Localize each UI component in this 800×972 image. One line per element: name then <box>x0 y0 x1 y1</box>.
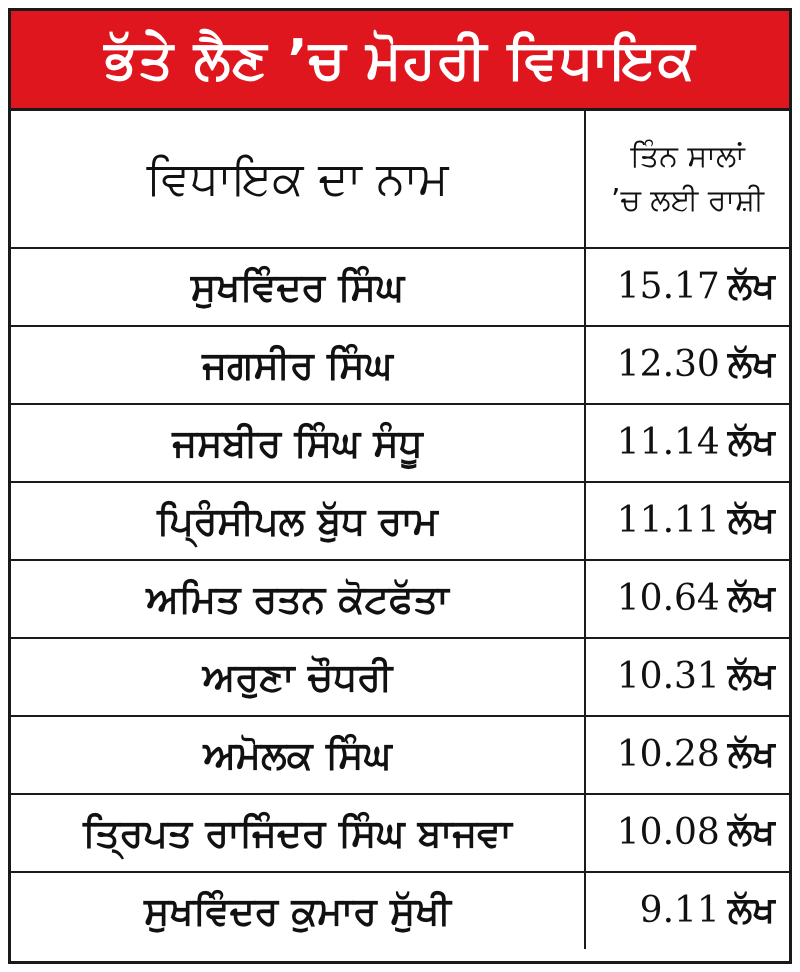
column-header-amount <box>585 111 789 248</box>
amount-value: 10.64 <box>616 578 720 619</box>
legislator-name: ਅਮਿਤ ਰਤਨ ਕੋਟਫੱਤਾ <box>11 560 585 638</box>
legislator-name: ਸੁਖਵਿੰਦਰ ਸਿੰਘ <box>11 248 585 326</box>
amount-unit: ਲੱਖ <box>727 578 775 619</box>
table-row <box>11 638 789 716</box>
allowance-amount <box>585 326 789 404</box>
amount-value: 9.11 <box>639 890 720 931</box>
amount-unit: ਲੱਖ <box>727 656 775 697</box>
amount-value: 11.11 <box>616 500 720 541</box>
amount-value: 12.30 <box>616 344 720 385</box>
legislator-name: ਸੁਖਵਿੰਦਰ ਕੁਮਾਰ ਸੁੱਖੀ <box>11 872 585 949</box>
table-row <box>11 482 789 560</box>
table-row <box>11 872 789 949</box>
table-row <box>11 404 789 482</box>
allowance-amount <box>585 638 789 716</box>
amount-value: 11.14 <box>616 422 720 463</box>
amount-unit: ਲੱਖ <box>727 890 775 931</box>
allowance-amount <box>585 404 789 482</box>
amount-unit: ਲੱਖ <box>727 344 775 385</box>
legislator-name: ਪ੍ਰਿੰਸੀਪਲ ਬੁੱਧ ਰਾਮ <box>11 482 585 560</box>
amount-unit: ਲੱਖ <box>727 734 775 775</box>
allowance-amount <box>585 560 789 638</box>
page-title: ਭੱਤੇ ਲੈਣ ’ਚ ਮੋਹਰੀ ਵਿਧਾਇਕ <box>11 11 789 111</box>
table-row <box>11 716 789 794</box>
allowance-table <box>11 111 789 949</box>
column-header-amount-line1: ਤਿੰਨ ਸਾਲਾਂ <box>630 139 745 174</box>
table-row <box>11 248 789 326</box>
column-header-amount-line2: ’ਚ ਲਈ ਰਾਸ਼ੀ <box>610 183 765 218</box>
amount-value: 10.28 <box>616 734 720 775</box>
amount-value: 10.08 <box>616 812 720 853</box>
table-frame <box>8 8 792 964</box>
column-header-name: ਵਿਧਾਇਕ ਦਾ ਨਾਮ <box>11 111 585 248</box>
allowance-amount <box>585 716 789 794</box>
allowance-amount <box>585 794 789 872</box>
table-row <box>11 326 789 404</box>
table-header-row <box>11 111 789 248</box>
legislator-name: ਜਸਬੀਰ ਸਿੰਘ ਸੰਧੂ <box>11 404 585 482</box>
legislator-name: ਜਗਸੀਰ ਸਿੰਘ <box>11 326 585 404</box>
amount-unit: ਲੱਖ <box>727 266 775 307</box>
allowance-amount <box>585 248 789 326</box>
allowance-amount <box>585 872 789 949</box>
amount-unit: ਲੱਖ <box>727 500 775 541</box>
table-row <box>11 794 789 872</box>
allowance-amount <box>585 482 789 560</box>
amount-unit: ਲੱਖ <box>727 812 775 853</box>
amount-value: 10.31 <box>616 656 720 697</box>
table-row <box>11 560 789 638</box>
amount-unit: ਲੱਖ <box>727 422 775 463</box>
legislator-name: ਅਮੋਲਕ ਸਿੰਘ <box>11 716 585 794</box>
legislator-name: ਤ੍ਰਿਪਤ ਰਾਜਿੰਦਰ ਸਿੰਘ ਬਾਜਵਾ <box>11 794 585 872</box>
amount-value: 15.17 <box>616 266 720 307</box>
legislator-name: ਅਰੁਣਾ ਚੌਧਰੀ <box>11 638 585 716</box>
